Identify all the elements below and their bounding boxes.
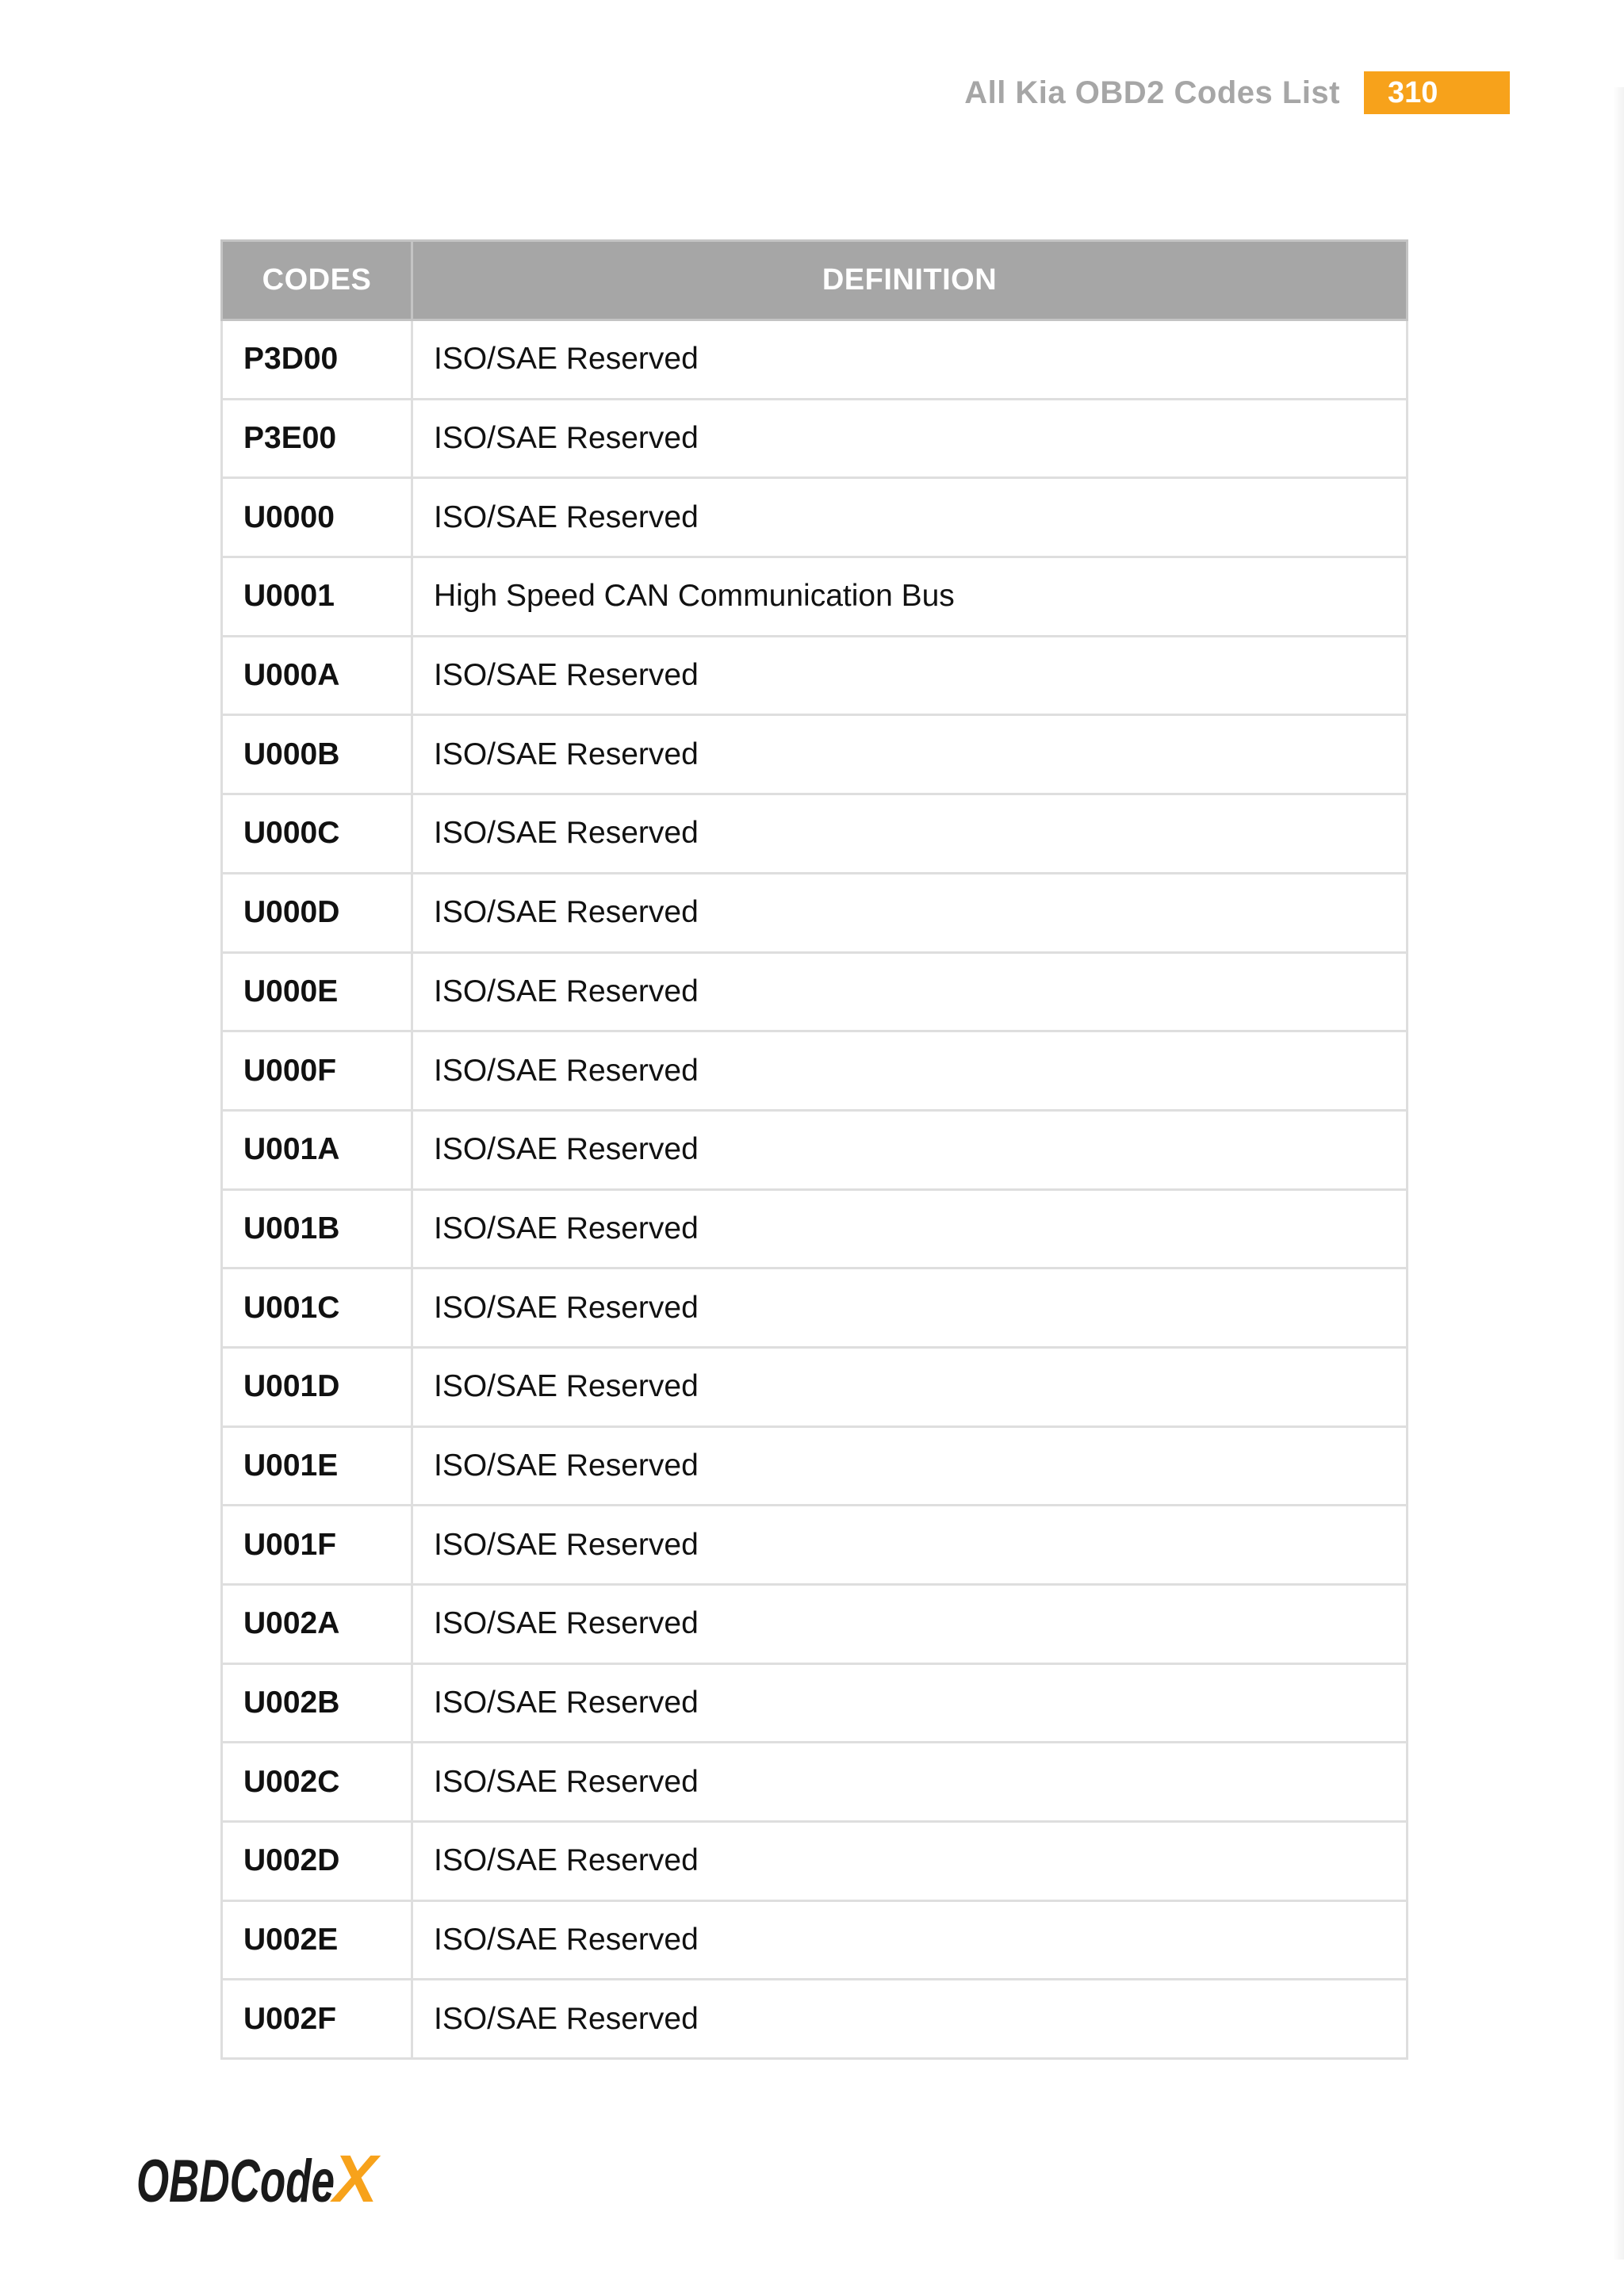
code-cell: U001F [222, 1506, 412, 1585]
definition-cell: ISO/SAE Reserved [412, 1900, 1408, 1980]
definition-cell: ISO/SAE Reserved [412, 1585, 1408, 1664]
table-row [222, 794, 1408, 874]
definition-cell: ISO/SAE Reserved [412, 1189, 1408, 1269]
logo-text-x: X [333, 2145, 378, 2216]
code-cell: U002F [222, 1980, 412, 2059]
table-row [222, 320, 1408, 400]
table-row [222, 1822, 1408, 1901]
table-row [222, 557, 1408, 637]
definition-cell: ISO/SAE Reserved [412, 715, 1408, 794]
code-cell: U001C [222, 1269, 412, 1348]
table-row [222, 478, 1408, 557]
code-cell: U000F [222, 1031, 412, 1111]
code-cell: U000B [222, 715, 412, 794]
definition-cell: ISO/SAE Reserved [412, 1980, 1408, 2059]
table-row [222, 873, 1408, 952]
definition-cell: ISO/SAE Reserved [412, 952, 1408, 1031]
table-row [222, 1980, 1408, 2059]
obdcodex-logo [136, 2145, 390, 2216]
definition-cell: ISO/SAE Reserved [412, 399, 1408, 478]
table-row [222, 1663, 1408, 1743]
table-row [222, 715, 1408, 794]
code-cell: P3D00 [222, 320, 412, 400]
definition-cell: ISO/SAE Reserved [412, 1347, 1408, 1426]
table-row [222, 1110, 1408, 1189]
code-cell: U0000 [222, 478, 412, 557]
page-number-badge: 310 [1364, 71, 1510, 114]
logo-text-main: OBDCode [136, 2148, 335, 2215]
table-row [222, 952, 1408, 1031]
code-cell: U0001 [222, 557, 412, 637]
code-cell: U001D [222, 1347, 412, 1426]
definition-cell: ISO/SAE Reserved [412, 1506, 1408, 1585]
definition-cell: ISO/SAE Reserved [412, 1743, 1408, 1822]
code-cell: U000A [222, 636, 412, 715]
column-header-definition: DEFINITION [412, 241, 1408, 320]
code-cell: U000C [222, 794, 412, 874]
document-title: All Kia OBD2 Codes List [964, 75, 1340, 110]
definition-cell: ISO/SAE Reserved [412, 1031, 1408, 1111]
table-row [222, 1269, 1408, 1348]
definition-cell: ISO/SAE Reserved [412, 320, 1408, 400]
definition-cell: ISO/SAE Reserved [412, 636, 1408, 715]
table-row [222, 636, 1408, 715]
table-row [222, 1031, 1408, 1111]
column-header-codes: CODES [222, 241, 412, 320]
table-row [222, 399, 1408, 478]
definition-cell: ISO/SAE Reserved [412, 1822, 1408, 1901]
code-cell: U002C [222, 1743, 412, 1822]
definition-cell: ISO/SAE Reserved [412, 873, 1408, 952]
table-row [222, 1189, 1408, 1269]
definition-cell: ISO/SAE Reserved [412, 794, 1408, 874]
table-row [222, 1585, 1408, 1664]
definition-cell: ISO/SAE Reserved [412, 1663, 1408, 1743]
code-cell: U000D [222, 873, 412, 952]
code-cell: P3E00 [222, 399, 412, 478]
table-header-row [222, 241, 1408, 320]
definition-cell: ISO/SAE Reserved [412, 1110, 1408, 1189]
table-row [222, 1426, 1408, 1506]
page-edge-shadow [1613, 87, 1624, 2260]
table-row [222, 1743, 1408, 1822]
code-cell: U002E [222, 1900, 412, 1980]
definition-cell: ISO/SAE Reserved [412, 1426, 1408, 1506]
code-cell: U001B [222, 1189, 412, 1269]
code-cell: U000E [222, 952, 412, 1031]
table-row [222, 1900, 1408, 1980]
code-cell: U001A [222, 1110, 412, 1189]
definition-cell: ISO/SAE Reserved [412, 1269, 1408, 1348]
code-cell: U002A [222, 1585, 412, 1664]
code-cell: U001E [222, 1426, 412, 1506]
page-header [0, 71, 1510, 114]
code-cell: U002D [222, 1822, 412, 1901]
definition-cell: High Speed CAN Communication Bus [412, 557, 1408, 637]
definition-cell: ISO/SAE Reserved [412, 478, 1408, 557]
table-row [222, 1347, 1408, 1426]
table-body [222, 320, 1408, 2059]
table-row [222, 1506, 1408, 1585]
code-cell: U002B [222, 1663, 412, 1743]
codes-table [220, 239, 1408, 2060]
